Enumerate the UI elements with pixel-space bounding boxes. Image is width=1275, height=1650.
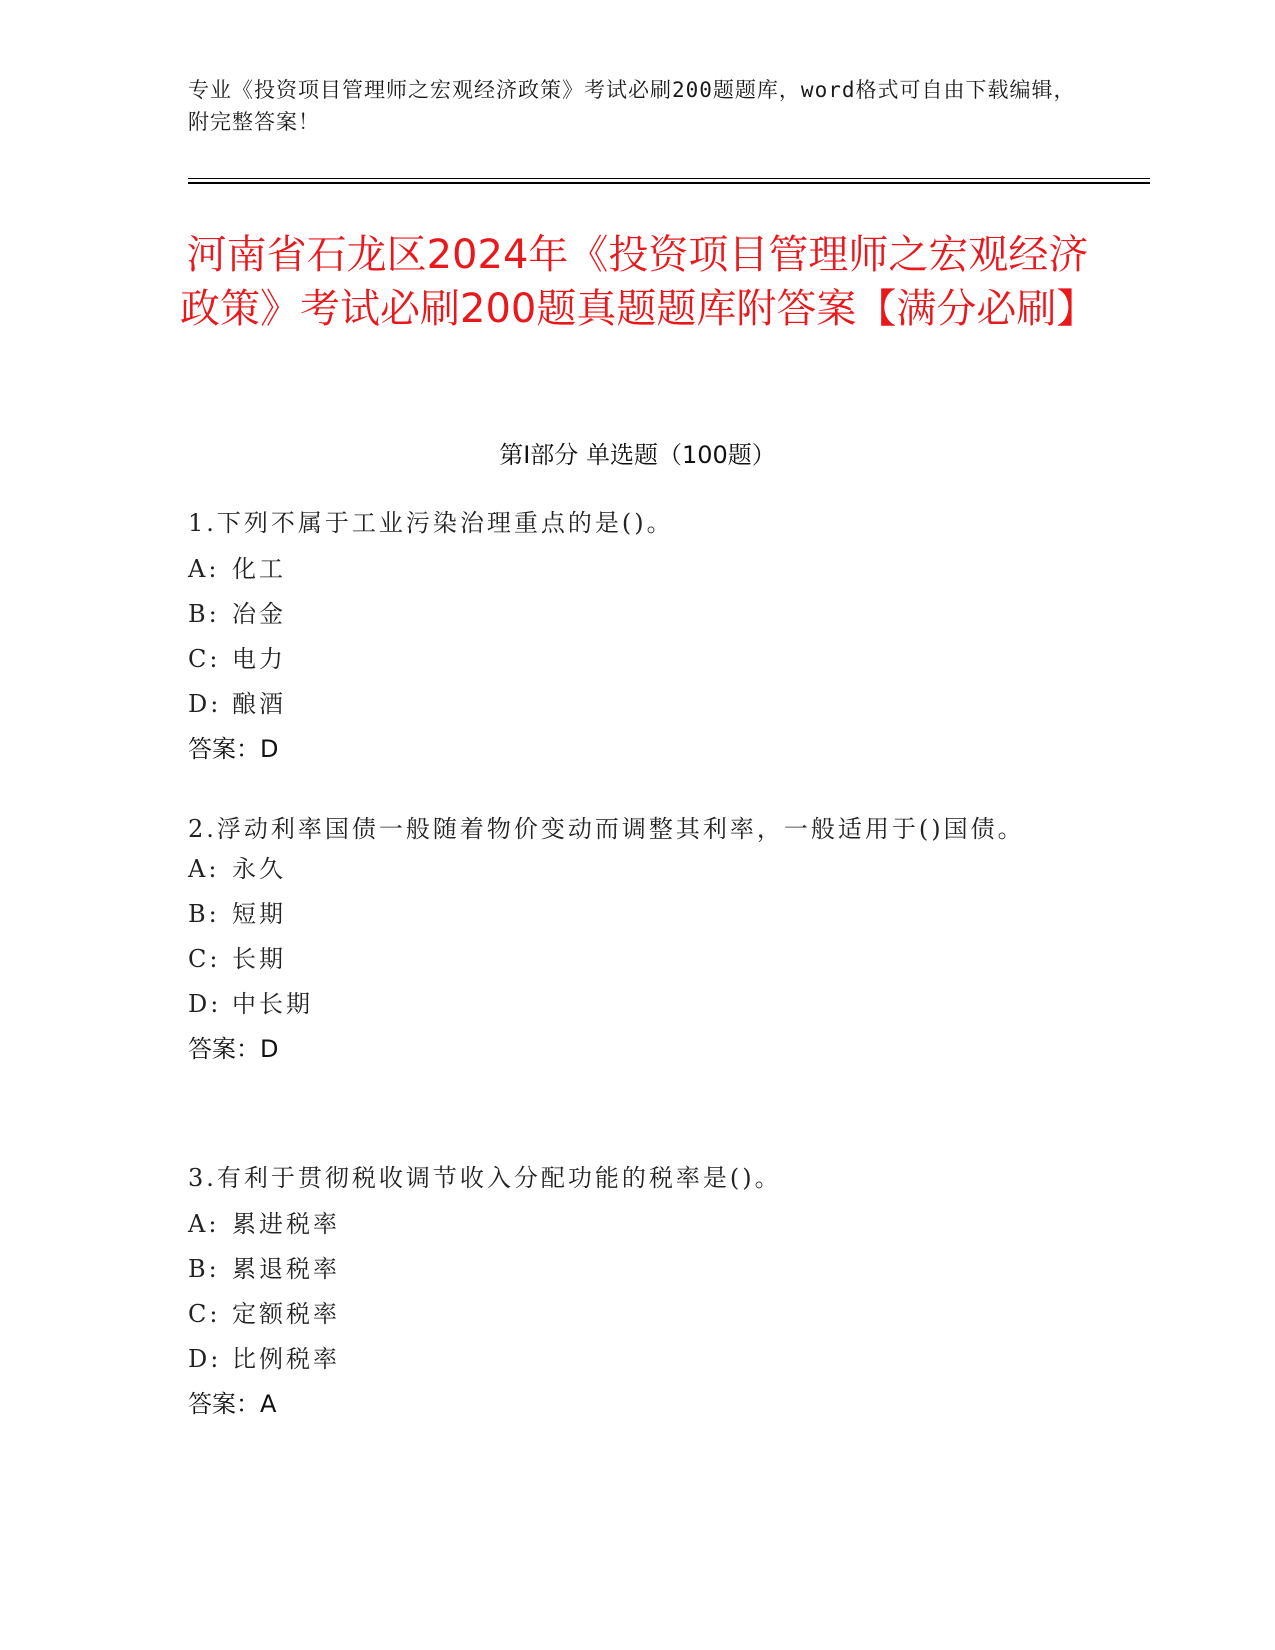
option-c xyxy=(188,944,1088,974)
option-text: 化工 xyxy=(232,555,286,583)
option-text: 累进税率 xyxy=(232,1210,340,1238)
option-letter: A: xyxy=(188,1210,220,1238)
main-title: 河南省石龙区2024年《投资项目管理师之宏观经济政策》考试必刷200题真题题库附答案【满分必刷】 xyxy=(180,232,1097,332)
option-b xyxy=(188,899,1088,929)
option-letter: B: xyxy=(188,900,220,928)
option-letter: C: xyxy=(188,945,221,973)
section-title: 第Ⅰ部分 单选题（100题） xyxy=(499,441,776,469)
option-text: 定额税率 xyxy=(232,1300,340,1328)
header-divider-thin xyxy=(188,178,1150,179)
answer: 答案：D xyxy=(188,1035,279,1063)
option-text: 短期 xyxy=(232,900,286,928)
option-letter: D: xyxy=(188,1345,222,1373)
option-letter: A: xyxy=(188,855,220,883)
answer: 答案：A xyxy=(188,1390,277,1418)
question-text: 1.下列不属于工业污染治理重点的是()。 xyxy=(188,509,674,537)
option-d xyxy=(188,989,1088,1019)
option-a xyxy=(188,554,1088,584)
answer: 答案：D xyxy=(188,735,279,763)
option-letter: C: xyxy=(188,1300,221,1328)
option-text: 酿酒 xyxy=(232,690,286,718)
option-d xyxy=(188,689,1088,719)
option-text: 长期 xyxy=(232,945,286,973)
option-letter: D: xyxy=(188,990,222,1018)
option-letter: C: xyxy=(188,645,221,673)
option-letter: B: xyxy=(188,1255,220,1283)
question-text: 2.浮动利率国债一般随着物价变动而调整其利率，一般适用于()国债。 xyxy=(188,815,1025,843)
option-d xyxy=(188,1344,1088,1374)
option-letter: A: xyxy=(188,555,220,583)
option-text: 比例税率 xyxy=(232,1345,340,1373)
option-c xyxy=(188,644,1088,674)
option-letter: D: xyxy=(188,690,222,718)
option-text: 中长期 xyxy=(232,990,313,1018)
option-text: 永久 xyxy=(232,855,286,883)
question-3 xyxy=(188,1163,1088,1419)
option-letter: B: xyxy=(188,600,220,628)
question-1 xyxy=(188,508,1088,764)
option-c xyxy=(188,1299,1088,1329)
header-note: 专业《投资项目管理师之宏观经济政策》考试必刷200题题库，word格式可自由下载编辑，附完整答案！ xyxy=(188,78,1076,134)
option-text: 冶金 xyxy=(232,600,286,628)
option-b xyxy=(188,599,1088,629)
option-text: 累退税率 xyxy=(232,1255,340,1283)
option-b xyxy=(188,1254,1088,1284)
header-divider-thick xyxy=(188,182,1150,184)
option-a xyxy=(188,854,1088,884)
question-text: 3.有利于贯彻税收调节收入分配功能的税率是()。 xyxy=(188,1164,782,1192)
question-2 xyxy=(188,814,1088,1064)
option-text: 电力 xyxy=(232,645,286,673)
option-a xyxy=(188,1209,1088,1239)
